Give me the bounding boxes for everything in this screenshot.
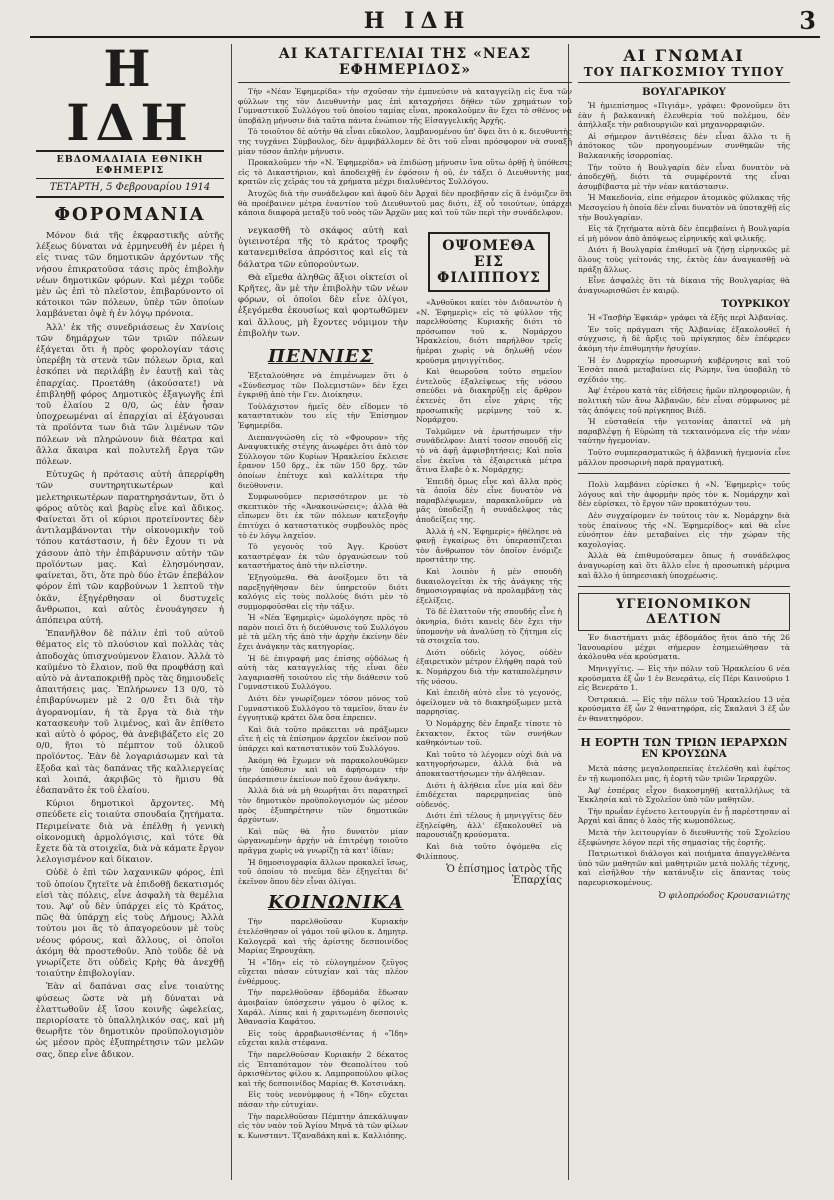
paragraph: Ἐπανῆλθον δὲ πάλιν ἐπὶ τοῦ αὐτοῦ θέματος εἰς τὸ πλούσιον καὶ πολλὰς τὰς ἀποδοχὰς ὑπισχνούμενον ἔλαιον. Ἀλλὰ τὸ καϋμένο τὸ ἔλαιον, ποῦ θα προφθάσῃ καὶ αὐτὸ νὰ ἀνταποκριθῇ πρὸς τὰς δημιουδεῖς ἀπαιτήσεις μας. Ἐπλήρωνεν 13 0/0, τὸ ἐπιβαρύνωμεν μὲ 2 0/0 ἔτι διὰ τὴν ἀγορανομίαν, ἡ τὰ ἔργα τὰ διὰ τὴν κατασκευὴν τοῦ λιμένος, καὶ ἂν ἐπίθετο καὶ αὐτὸ ὁ φόρος, θὰ ἀνεβιβάζετο εἰς 20 0/0, ἤτοι τὸ πέμπτον τοῦ ὁλικοῦ προϊόντος. Ἐὰν δὲ λογαριάσωμεν καὶ τὰ ἔξοδα καὶ τὰς δαπάνας τῆς καλλιεργείας καὶ λοιπά, ἀκριβῶς τὸ ἥμισυ θὰ ἐδαπανᾶτο ἐκ τοῦ ἐλαίου.: [36, 629, 224, 796]
paragraph: Εἰς τὰ ζητήματα αὐτὰ δὲν ἐπεμβαίνει ἡ Βουλγαρία εἰ μὴ μόνον ἀπὸ ἀπόψεως εἰρηνικῆς καὶ φιλικῆς.: [578, 224, 790, 243]
article-body: [36, 231, 224, 1061]
paragraph: Ἀκόμη θὰ ἔχωμεν νὰ παρακολουθῶμεν τὴν ὑπόθεσιν καὶ νὰ ἀφήσωμεν τὴν ὑπεράσπισιν ἐκείνων ποῦ ἔχουν ἀνάγκην.: [238, 755, 408, 784]
paragraph: Ἡ δημοσιογραφία ἄλλων προκαλεῖ ἴσως, τοῦ ὁποίου τὸ πνεῦμα δὲν ἐξηγεῖται δι' ἐκεῖνον ὅπου δὲν εἶναι ὀλίγαι.: [238, 857, 408, 886]
masthead-subtitle: ΕΒΔΟΜΑΔΙΑΙΑ ΕΘΝΙΚΗ ΕΦΗΜΕΡΙΣ: [36, 150, 224, 179]
paragraph: Καὶ διὰ τοῦτο ὀψόμεθα εἰς Φιλίππους.: [416, 842, 562, 861]
paragraph: Πολὺ λαμβάνει εὐρίσκει ἡ «Ν. Ἐφημερὶς» τοῦς λόγους καὶ τὴν ἀφορμὴν πρὸς τὸν κ. Νομάρχην καὶ δὲν εὐρίσκει, τὸ ἔργον τῶν προκατόχων του.: [578, 480, 790, 509]
paragraph: Τὴν παρελθοῦσαν ἑβδομάδα ἔδωσαν ἀμοιβαίαν ὑπόσχεσιν γάμου ὁ φίλος κ. Χαράλ. Λίπας καὶ ἡ χαριτωμένη δεσποινὶς Ἀθανασία Καφάτου.: [238, 988, 408, 1027]
section-subtitle: ΕΝ ΚΡΟΥΣΩΝΑ: [641, 749, 727, 761]
issue-date: ΤΕΤΑΡΤΗ, 5 Φεβρουαρίου 1914: [36, 179, 224, 198]
paragraph: Κύριοι δημοτικοὶ ἄρχοντες. Μὴ σπεύδετε εἰς τοιαύτα σπουδαία ζητήματα. Περιμείνατε διὰ νὰ ἐπέλθῃ ἡ γενικὴ οἰκονομικὴ ἁρμολόγισις, καὶ τότε θὰ ἔχετε δὰ τὰ στοιχεῖα, διὰ νὰ κάματε ἔργον λελογισμένον καὶ δίκαιον.: [36, 799, 224, 866]
section-title: Η ΕΟΡΤΗ ΤΩΝ ΤΡΙΩΝ ΙΕΡΑΡΧΩΝ: [580, 736, 788, 750]
lower-split: [238, 226, 596, 1190]
paragraph: Εἶνε ἀσφαλὲς ὅτι τὰ δίκαια τῆς Βουλγαρίας θὰ ἀναγνωρισθῶσι ἐν καιρῷ.: [578, 276, 790, 295]
column-divider: [231, 44, 232, 1180]
paragraph: Ἐξηγούμεθα. Θὰ ἀνοίξομεν ὅτι τὰ παρεξηγήθησαν δὲν ὑπηρετοῦν διότι καλόγις εἰς τοὺς πολλοὺς διότι μὲν τὸ συμμορφοῦσθαι εἰς τὴν τάξιν.: [238, 572, 408, 611]
paragraph: Ἡ «Ἴδη» εἰς τὸ εὐλογημένον ζεῦγος εὔχεται πάσαν εὐτυχίαν καὶ τὰς πλέον ἐνθέρμους.: [238, 957, 408, 986]
paragraph: Ἀλλὰ θὰ ἐπιθυμούσαμεν ὅπως ἡ συνάδελφος ἀναγνωρίσῃ καὶ ὅτι ἄλλο εἶνε ἡ προσωπικὴ μέριμνα καὶ ἄλλο ἡ ὑπηρεσιακὴ ὑποχρέωσις.: [578, 551, 790, 580]
section-header: [578, 46, 790, 83]
paragraph: Ἡ δὲ ἐπιγραφή μας ἐπίσης οὐδόλως ἡ αὐτὴ τὰς καταγγελίας τῆς εἶναι δὲν λαγαριασθῆ τοιούτου εἰς τὴν διάθεσιν τοῦ Γυμναστικοῦ Συλλόγου.: [238, 653, 408, 692]
paragraph: Διότι οὐδεὶς λόγος, οὐδὲν ἐξαιρετικὸν μέτρον ἐλήφθη παρὰ τοῦ κ. Νομάρχου διὰ τὴν καταπολέμησιν τῆς νόσου.: [416, 647, 562, 686]
paragraph: Εὐτυχῶς ἡ πρότασις αὐτὴ ἀπερρίφθη τῶν συντηρητικωτέρων καὶ μελετηρικωτέρων παρατηρησάντων, ὅτι ὁ φόρος αὐτὸς καὶ βαρὺς εἶνε καὶ ἄδικος. Φαίνεται ὅτι οἱ κύριοι προτείνοντες δὲν ἀντιλαμβάνονται τὴν οἰκονομικὴν τοῦ τόπου κατάστασιν, ἡ δὲν ἔχουν τι νὰ χάσουν ἀπὸ τὴν ἐπιβάρυνσιν αὐτὴν τῶν προϊόντων μας. Καὶ ἐλησμόνησαν, φαίνεται, ὅτι, ὅτε πρὸ δύο ἐτῶν ἐπεβάλον φόρον ἐπὶ τῶν καρβούνων 1 λεπτοῦ τὴν ὀκᾶν, ἐξηγέρθησαν οἱ δυστυχεῖς ἄνθρωποι, καὶ αὐτὸς ἐνουάγησεν ἡ ἀπόπειρα αὐτή.: [36, 470, 224, 626]
paragraph: Τὴν παρελθοῦσαν Πέμπτην ἀπεκάλυψαν εἰς τὸν ναὸν τοῦ Ἁγίου Μηνᾶ τὰ τῶν φίλων κ. Κωνσταντ. Τζαναδάκη καὶ κ. Καλλιόπης.: [238, 1111, 408, 1140]
paragraph: Μόνον διά τῆς ἐκφραστικῆς αὐτῆς λέξεως δύναται νά ἑρμηνευθῆ ἐν μέρει ἡ εἰς τινας τῶν δημοτικῶν ἀρχόντων τῆς νήσου ἐπικρατοῦσα τάσις πρὸς ἐπιβολὴν νέων δημοτικῶν φόρων. Καὶ μέχρι τοῦδε μὲν ὡς ἐπὶ τὸ πλεῖστον, ἐπιβαρύνοντο οἱ κάτοικοι τῶν πόλεων, ὑπὲρ τῶν ὁποίων λαμβάνεται ὀψὲ ἡ ἐν λόγῳ πρόνοια.: [36, 231, 224, 320]
paragraph: Ἀλλ' ἐκ τῆς συνεδριάσεως ἐν Χανίοις τῶν δημάρχων τῶν τριῶν πόλεων ἐξάγεται ὅτι ἡ πρὸς φορολογίαν τάσις ὑπερέβη τὰ στενὰ τῶν πόλεων ὅρια, καὶ ἐσκόπει νὰ περιλάβῃ ἐν ἑαυτῇ καὶ τὰς ἐπαρχίας. Προετάθη (ἀκούσατε!) νὰ ἐπιβληθῇ φόρος Δημοτικὸς ἐξαγωγῆς ἐπὶ τοῦ ἐλαίου 2 0/0, ὡς ἐὰν ἦσαν ὑποχρεωμέναι αἱ ἐπαρχίαι αἱ ἐξάγουσαι τὰ προϊόντα των διὰ τῶν λιμένων τῶν πόλεων νὰ πληρώνουν διὰ θέατρα καὶ ἄλλα ἄκαιρα καὶ πολυτελῆ ἔργα τῶν πόλεων.: [36, 322, 224, 468]
paragraph: Ἐπειδὴ ὅμως εἶνε καὶ ἄλλα πρὸς τὰ ὁποῖα δὲν εἶνε δυνατὸν νὰ παραβλέψωμεν, παρακαλοῦμεν νὰ μᾶς ὑποδείξῃ ἡ συνάδελφος τὰς ἀποδείξεις της.: [416, 476, 562, 525]
paragraph: Τοὐλάχιστον ἡμεῖς δὲν εἴδομεν τὸ καταστατικὸν του εἰς τὴν Ἐπίσημον Ἐφημερίδα.: [238, 401, 408, 430]
column-right: [578, 42, 790, 1190]
header-rule: [30, 36, 820, 38]
section-title: ΑΙ ΓΝΩΜΑΙ: [623, 46, 745, 65]
masthead-title: Η ΙΔΗ: [66, 42, 194, 152]
paragraph: Μηνιγγῖτις. — Εἰς τὴν πόλιν τοῦ Ἡρακλείου 6 νέα κρούσματα ἐξ ὧν 1 ἐν Βενεράτῳ, εἰς Πέρι Καινούριο 1 εἰς Βενεράτο 1.: [578, 663, 790, 693]
subsection-heading: ΒΟΥΛΓΑΡΙΚΟΥ: [642, 87, 726, 98]
paragraph: Ἡ εὐσταθεία τῆν γειτονίας ἀπαιτεῖ νὰ μὴ παραβλέψῃ ἡ Εὐρώπη τὰ τεκταινόμενα εἰς τὴν νέαν ταύτην ἡγεμονίαν.: [578, 417, 790, 446]
paragraph: Καὶ διὰ τοῦτο πρόκειται νὰ πράξωμεν εἴτε ἡ εἰς τὰ ἐπίσημον ἀρχεῖον ἐκεῖνον ποῦ ὑπάρχει καὶ καταστατικὸν τοῦ Συλλόγου.: [238, 724, 408, 753]
running-title: Η ΙΔΗ: [363, 8, 471, 34]
sub-column-left: [238, 226, 408, 1142]
paragraph: Διότι ἡ Βουλγαρία ἐπιθυμεῖ νὰ ζήσῃ εἰρηνικῶς μὲ ὅλους τοὺς γείτονάς της, ἐκτὸς ἐὰν ἀναγκασθῇ νὰ πράξῃ ἄλλως.: [578, 245, 790, 274]
paragraph: Διότι ἡ ἀλήθεια εἶνε μία καὶ δὲν ἐπιδέχεται παρερμηνείας ὑπὸ οὐδενός.: [416, 780, 562, 809]
paragraph: Ἐξεταλούθησε νὰ ἐπιμένωμεν ὅτι ὁ «Σύνδεσμος τῶν Πολεμιστῶν» δὲν ἔχει ἐγκριθῇ ἀπὸ τὴν Γεν. Διοίκησιν.: [238, 371, 408, 400]
column-middle: [238, 42, 596, 1190]
paragraph: Καὶ θεωροῦσα τοῦτο σημεῖον ἐντελοῦς ἐξαλείψεως τῆς νόσου σπεύδει νὰ διακηρύξῃ εἰς ἄρθρον ἐκτενὲς ὅτι εἶνε χάρις τῆς προσωπικῆς μερίμνης τοῦ κ. Νομάρχου.: [416, 367, 562, 425]
section-heading: ΠΕΝΝΙΕΣ: [268, 346, 374, 368]
paragraph: Ἡ Μακεδονία, εἰπε σήμερον ἀτομικὸς φύλακας τῆς Μεσογείου ἡ ὁποία δὲν εἶναι δυνατὸν νὰ ὑποταχθῇ εἰς τὴν Βουλγαρίαν.: [578, 193, 790, 222]
page-number: 3: [799, 6, 816, 35]
column-left: [36, 42, 224, 1190]
article-heading: ΟΨΟΜΕΘΑ ΕΙΣ ΦΙΛΙΠΠΟΥΣ: [428, 232, 550, 292]
paragraph: Τολμῶμεν νὰ ἐρωτήσωμεν τὴν συνάδελφον: Διατί τοσον σπουδῇ εἰς τὸ νὰ ἀφῇ ἀμφισβητήσεις; Καὶ ποῖα εἶνε ἐκεῖνα τὰ ἐξαιρετικὰ μέτρα ἅτινα ἔλαβε ὁ κ. Νομάρχης;: [416, 426, 562, 475]
paragraph: Εἰς τοὺς ἀρραβωνισθέντας ἡ «Ἴδη» εὔχεται καλὰ στέφανα.: [238, 1028, 408, 1048]
section-subtitle: ΤΟΥ ΠΑΓΚΟΣΜΙΟΥ ΤΥΠΟΥ: [583, 65, 785, 79]
paragraph: Τὸ τοιοῦτον δὲ αὐτὴν θὰ εἶναι εὔκολον, λαμβανομένου ὑπ' ὄψει ὅτι ὁ κ. διευθυντὴς της τυγχάνει Σύμβουλος, δὲν ἀμφιβάλλομεν δὲ ὅτι τοῦ εἶναι πρόσφορον νὰ συναξῇ μίαν τόσον ἁπλὴν μήνυσιν.: [238, 127, 572, 156]
divider: [578, 586, 790, 587]
subsection-heading: ΤΟΥΡΚΙΚΟΥ: [721, 299, 790, 311]
section-header: [578, 736, 790, 760]
paragraph: Ἀλλὰ ἡ «Ν. Ἐφημερίς» ἠθέλησε νὰ φανῇ ἐγκαίρως ὅτι ὑπερασπίζεται τὸν ἄνθρωπον τὸν ὁποῖον ἐνόμιζε προστάτην της.: [416, 526, 562, 565]
paragraph: Ἐὰν αἱ δαπάναι σας εἶνε τοιαύτης φύσεως ὥστε νὰ μὴ δύναται νὰ ἐλαττωθοῦν ἐξ ἴσου κοινῆς ὠφελείας, περιορίσατε τὸ ὑπαλληλικόν σας, καὶ μὴ θεωρῆτε τὸν δημοτικὸν προϋπολογισμὸν ὡς μέσον πρὸς ἐξυπηρέτησιν τῶν μελῶν σας, ὅπερ εἶνε ἄδικον.: [36, 982, 224, 1060]
section-heading: ΚΟΙΝΩΝΙΚΑ: [268, 892, 404, 914]
paragraph: Μετὰ πάσης μεγαλοπρεπείας ἐτελέσθη καὶ ἐφέτος ἐν τῇ κωμοπόλει μας, ἡ ἑορτὴ τῶν τριῶν Ἱεραρχῶν.: [578, 764, 790, 784]
paragraph: νεγκασθῆ τὸ σκάφος αὐτὴ καὶ ὑγιεινοτέρα τῆς τὸ κράτος τροφῆς κατανεμιθεῖσα ἀπρόσιτος καὶ εἰς τὰ δάλατρα τῶν εὐπορούντων.: [238, 226, 408, 270]
running-head: [0, 6, 834, 34]
paragraph: Καὶ πῶς θὰ ἦτο δυνατὸν μίαν ὠργανωμένην ἀρχὴν νὰ ἐπιτρέψῃ τοιοῦτο πρᾶγμα χωρὶς νὰ γνωρίζῃ τὰ κατ' ἰδίαν;: [238, 826, 408, 855]
signature: Ὁ ἐπίσημος ἰατρὸς τῆς Ἐπαρχίας: [446, 864, 562, 887]
paragraph: Τὴν τοῦτο ἡ Βουλγαρία δὲν εἶναι δυνατὸν νὰ ἀποδεχθῇ, διότι τὰ συμφέροντά της εἶναι ἀσυμβίβαστα μὲ τὴν νέαν κατάστασιν.: [578, 162, 790, 191]
article-heading: ΦΟΡΟΜΑΝΙΑ: [54, 204, 206, 225]
section-heading: ΥΓΕΙΟΝΟΜΙΚΟΝ ΔΕΛΤΙΟΝ: [578, 593, 790, 631]
paragraph: Οὐδὲ ὁ ἐπὶ τῶν λαχανικῶν φόρος, ἐπὶ τοῦ ὁποίου ζητεῖτε νὰ ἐπιδοθῇ δεκατισμός εἰσὶ τὰς πόλεις, εἶνε ἀσφαλὴ τὰ θεμέλια του. Ἀφ' οὗ δὲν ὑπάρχει εἰς τὸ Κράτος, πῶς θὰ ὑπάρχῃ εἰς τοὺς Δήμους; Ἀλλὰ τούτου μοι ἂς τὸ ἀπαγορεύουν μὲ τοὺς νέους φόρους, καὶ ἄλλους, οἱ ὁποῖοι ἀκόμη θὰ προστεθοῦν. Ἀπὸ τοῦδε δὲ νὰ γνωρίζετε ὅτι οὐδεὶς Κρὴς θὰ ἀνεχθῇ τοιαύτην ἐπιβολογίαν.: [36, 868, 224, 980]
paragraph: Ἡ «Τασβὴρ Ἐφκιάρ» γράφει τὰ ἑξῆς περὶ Ἀλβανίας.: [588, 313, 788, 323]
paragraph: Ἐν διαστήματι μιᾶς ἑβδομάδος ἤτοι ἀπὸ τῆς 26 Ἰανουαρίου μέχρι σήμερον ἐσημειώθησαν τὰ ἀκόλουθα νέα κρούσματα.: [578, 633, 790, 662]
paragraph: Ἀτυχῶς διὰ τὴν συνάδελφον καὶ ἀφοῦ δὲν Ἀρχαὶ δὲν προεβῆσαν εἰς ἃ ἐνόμιζεν ὅτι θὰ προέβαινεν μέτρα ἐναντίον τοῦ Διευθυντοῦ μας διότι, ἐξ οὗ τοιούτων, ὑπάρχει κάποια διαφορὰ μεταξὺ τοῦ νοὸς τῶν Ἀρχῶν μας καὶ τοῦ τῶν περὶ τὴν συνάδελφον.: [238, 188, 572, 218]
paragraph: Τὴν «Νέαν Ἐφημερίδα» τὴν σχοῦσαν τὴν ἐμπνεύσιν νὰ καταγγείλῃ εἰς ἕνα τῶν φύλλων της τὸν Διευθυντὴν μας ἐπὶ καταχρήσει δήθεν τῶν χρημάτων τοῦ Γυμναστικοῦ Συλλόγου τοῦ ὁποίου ταμίας εἶναι, προκαλοῦμεν ἂν ἔχει τὸ σθένος νὰ ὑποβάλῃ μήνυσιν διὰ ταῦτα πάντα ἐνώπιον τῆς Εἰσαγγελικῆς Ἀρχῆς.: [238, 87, 572, 125]
paragraph: Τὴν παρελθοῦσαν Κυριακὴν ἐτελέσθησαν οἱ γάμοι τοῦ φίλου κ. Δημητρ. Καλογερᾶ καὶ τῆς ἀρίστης δεσποινίδος Μαρίας Ξηρουχάκη.: [238, 917, 408, 956]
signature: Ὁ φιλοπρόοδος Κρουσανιώτης: [658, 890, 790, 901]
sub-column-right: [416, 226, 562, 889]
paragraph: Διεπανγνώσθη εἰς τὸ «Φρουρον» τῆς Αναψυκτικῆς στέγης ἀνωφέρει ὅτι ἀπὸ τὸν Σύλλογον τῶν Κυρίων Ἠρακλείου ἔκλεισε ἔρανον 150 δρχ., ἐκ τῶν 150 δρχ. τῶν ὁποίων ἐπέτυχε καὶ καλλίτερα τὴν διεύθυνσιν.: [238, 432, 408, 490]
paragraph: Ἀφ' ἑσπέρας εἶχον διακοσμηθῇ καταλλήλως τὰ Ἐκκλησία καὶ τὸ Σχολεῖον ὑπὸ τῶν μαθητῶν.: [578, 785, 790, 805]
paragraph: Ὁ Νομάρχης δὲν ἔπραξε τίποτε τὸ ἔκτακτον, ἔκτος τῶν συνήθων καθηκόντων τοῦ.: [416, 718, 562, 748]
paragraph: Ἡ ἡμιεπίσημος «Πιγιάμ», γράφει: Φρονοῦμεν ὅτι ἐὰν ἡ βαλκανικὴ ἐλευθερία τοῦ πολέμου, δὲν ἀπήλλαξε τὴν ραδιουργιῶν καὶ μηχανορραφιῶν.: [578, 101, 790, 130]
paragraph: Ἀλλὰ διὰ νὰ μὴ θεωρῆται ὅτι παρατηρεῖ τὸν δημοτικὸν προϋπολογισμόν ὡς μέσον πρὸς ἐξυπηρέτησιν τῶν δημοτικῶν ἀρχόντων.: [238, 786, 408, 825]
paragraph: Ἡ «Νέα Ἐφημερὶς» ὠμολόγησε πρὸς τὸ παρὸν ποιεῖ ὅτι ἡ διεύθυνσις τοῦ Συλλόγου μὲ τὰ μέλη τῆς ἀπὸ τὴν ἀρχὴν ἐκείνην δὲν ἔχει ἀνάγκην τὰς κατηγορίας.: [238, 613, 408, 652]
paragraph: Τὴν παρελθοῦσαν Κυριακὴν 2 δέκατος εἰς Ἑπταπόταμον τὸν Θεοπολίτου τοῦ ὁρκισθέντος φίλου κ. Λαμπροπούλου φίλος καὶ τῆς δεσποινίδος Μαρίας Θ. Κοτσινάκη.: [238, 1050, 408, 1088]
paragraph: Διότι ἐπὶ τέλους ἡ μηνιγγῖτις δὲν ἐξηλείφθη, ἀλλ' ἐξακολουθεῖ νὰ παρουσιάζῃ κρούσματα.: [416, 811, 562, 840]
article-heading: ΑΙ ΚΑΤΑΓΓΕΛΙΑΙ ΤΗΣ «ΝΕΑΣ ΕΦΗΜΕΡΙΔΟΣ»: [238, 46, 572, 83]
paragraph: Τὴν πρωΐαν ἐγένετο λειτουργία ἐν ᾗ παρέστησαν αἱ Ἀρχαὶ καὶ ἅπας ὁ λαὸς τῆς κωμοπόλεως.: [578, 806, 790, 826]
paragraph: Μετὰ τὴν λειτουργίαν ὁ διευθυντὴς τοῦ Σχολείου ἐξεφώνησε λόγον περὶ τῆς σημασίας τῆς ἑορτῆς.: [578, 828, 790, 847]
paragraph: «Ἀνθοῦκοι καίει τὸν Διδανωτὸν ἡ «Ν. Ἐφημερὶς» εἰς τὸ φύλλον τῆς παρελθούσης Κυριακῆς διότι τὸ πρόσωπον τοῦ κ. Νομάρχου Ἡρακλείου, διότι παρήλθον τρεῖς ἡμέραι χωρὶς νὰ δηλωθῇ νέον κρούσμα μηνιγγίτιδος.: [416, 298, 562, 365]
divider: [578, 729, 790, 730]
paragraph: Διότι δὲν γνωρίζομεν τόσον μόνος τοῦ Γυμναστικοῦ Συλλόγου τὸ ταμεῖον, ὅταν ἐν ἐγγυητικῷ κράτει ὅλα ὅσα ἐπρεπεν.: [238, 694, 408, 723]
paragraph: Τὸ γεγονὸς τοῦ Ἀγγ. Κρούστ καταστρέψαν ἐκ τῶν ὀργανώσεων τοῦ καταστήματος ἀπὸ τὴν πλεῖστην.: [238, 542, 408, 571]
paragraph: Ἡ ἐν Δυρραχίῳ προσωρινὴ κυβέρνησις καὶ τοῦ Ἐσσὰτ πασᾶ μεταβαίνει εἰς Ρώμην, ἵνα ὑποβάλῃ τὸ σχέδιόν της.: [578, 355, 790, 384]
paragraph: Καὶ τοῦτο τὸ λέγομεν οὐχὶ διὰ νὰ κατηγορήσωμεν, ἀλλὰ διὰ νὰ ἀποκαταστήσωμεν τὴν ἀλήθειαν.: [416, 749, 562, 778]
paragraph: Συμφωνοῦμεν περισσότερον με τὸ σκεπτικὸν τῆς «Ἀνακοινώσεις»; ἀλλὰ θὰ εἴπωμεν ὅτι ἐκ τῶν πόλεων κατεξογὴν ἐπιτύχει ὁ καταστατικὸς συμβουλὸς πρὸς τὸ ἐν λόγῳ λαχεῖον.: [238, 492, 408, 540]
divider: [578, 473, 790, 474]
paragraph: Ἐν τοῖς πράγμασι τῆς Ἀλβανίας ἐξακολουθεῖ ἡ σύγχυσις, ἡ δὲ ἄρξις τοῦ πρίγκηπος δὲν ἐπέφερεν ἀκόμη τὴν ἐπιθυμητὴν ἡσυχίαν.: [578, 324, 790, 354]
paragraph: Τὸ δὲ ἐλαττοῦν τῆς σπουδῆς εἶνε ἡ ὁκνηρία, διότι κανεὶς δὲν ἔχει τὴν ὑπομονὴν νὰ ἀναλύσῃ τὸ ζήτημα εἰς τὰ στοιχεῖα του.: [416, 607, 562, 646]
paragraph: Θὰ εἴμεθα ἀληθῶς ἄξιοι οἰκτείσι οἱ Κρῆτες, ἂν μὲ τὴν ἐπιβολὴν τῶν νέων φόρων, οἱ ὁποῖοι δὲν εἶνε ὀλίγοι, ἐξεγόμεθα ἑκουσίως καὶ φορτωθῶμεν καὶ ἄλλους, μὴ ἔχοντες νόμιμον τὴν ἐπιβολὴν των.: [238, 272, 408, 339]
paragraph: Δὲν συγχαίρομεν ἐν τούτοις τὸν κ. Νομάρχην διὰ τοὺς ἐπαίνους τῆς «Ν. Ἐφημερίδος» καὶ θὰ εἶνε εὐνόητον ἐὰν μεταβαίνει εἰς τὴν χώραν τῆς καχολογίας.: [578, 510, 790, 549]
paragraph: Καὶ ἐπειδὴ αὐτὸ εἶνε τὸ γεγονός, ὁφείλομεν νὰ τὸ διακηρύξωμεν μετὰ παρρησίας.: [416, 688, 562, 717]
paragraph: Εἰς τοὺς νεονύμφους ἡ «Ἴδη» εὔχεται πάσαν τὴν εὐτυχίαν.: [238, 1090, 408, 1109]
paragraph: Πατριωτικοὶ διάλογοι καὶ ποιήματα ἀπαγγελθέντα ὑπὸ τῶν μαθητῶν καὶ μαθητριῶν μετὰ πολλῆς τέχνης, καὶ εἰσῆλθον τὴν κατάνυξιν εἰς ἅπαντας τοὺς παρευρισκομένους.: [578, 849, 790, 887]
paragraph: Ὀστρακιά. — Εἰς τὴν πόλιν τοῦ Ἡρακλείου 13 νέα κρούσματα ἐξ ὧν 2 θανατηφόρα, εἰς Σκαλανὶ 3 ἐξ ὧν ἐν θανατηφόρον.: [578, 694, 790, 723]
paragraph: Προκαλοῦμεν τὴν «Ν. Ἐφημερίδα» νὰ ἐπιδώσῃ μήνυσιν ἵνα οὕτω ὀρθῇ ἡ ὑπόθεσις εἰς τὸ Δικαστήριον, καὶ ἀποδειχθῇ ἐν ἐφόσοιν ἡ οὐ, ἐν τάξει ὁ Διευθυντὴς μας, κρατῶν εἰς χεῖράς του τὰ χρήματα μέχρι διαλυθέντος Συλλόγου.: [238, 158, 572, 187]
paragraph: Τοῦτο συμπερασματικῶς ἡ ἀλβανικὴ ἡγεμονία εἶνε μᾶλλον προσωρινὴ παρὰ πραγματική.: [578, 448, 790, 467]
paragraph: Αἱ σήμερον ἀντιθέσεις δὲν εἶναι ἄλλο τι ἢ ἀπότοκος τῶν προηγουμένων συνθηκῶν τῆς Βαλκανικῆς ἰσορροπίας.: [578, 131, 790, 160]
paragraph: Ἀφ' ἑτέρου κατὰ τὰς εἰδήσεις ἡμῶν πληροφοριῶν, ἡ πολιτικὴ τῶν ἄνω Ἀλβανῶν, δὲν εἶναι σύμφωνος μὲ τὰς ἀπόψεις τοῦ πρίγκηπος Βιέδ.: [578, 386, 790, 415]
paragraph: Καὶ λοιπὸν ἡ μὲν σπουδὴ δικαιολογεῖται ἐκ τῆς ἀνάγκης τῆς δημοσιογραφίας νὰ προλαμβάνῃ τὰς ἐξελίξεις.: [416, 567, 562, 605]
top-article: [238, 46, 572, 218]
